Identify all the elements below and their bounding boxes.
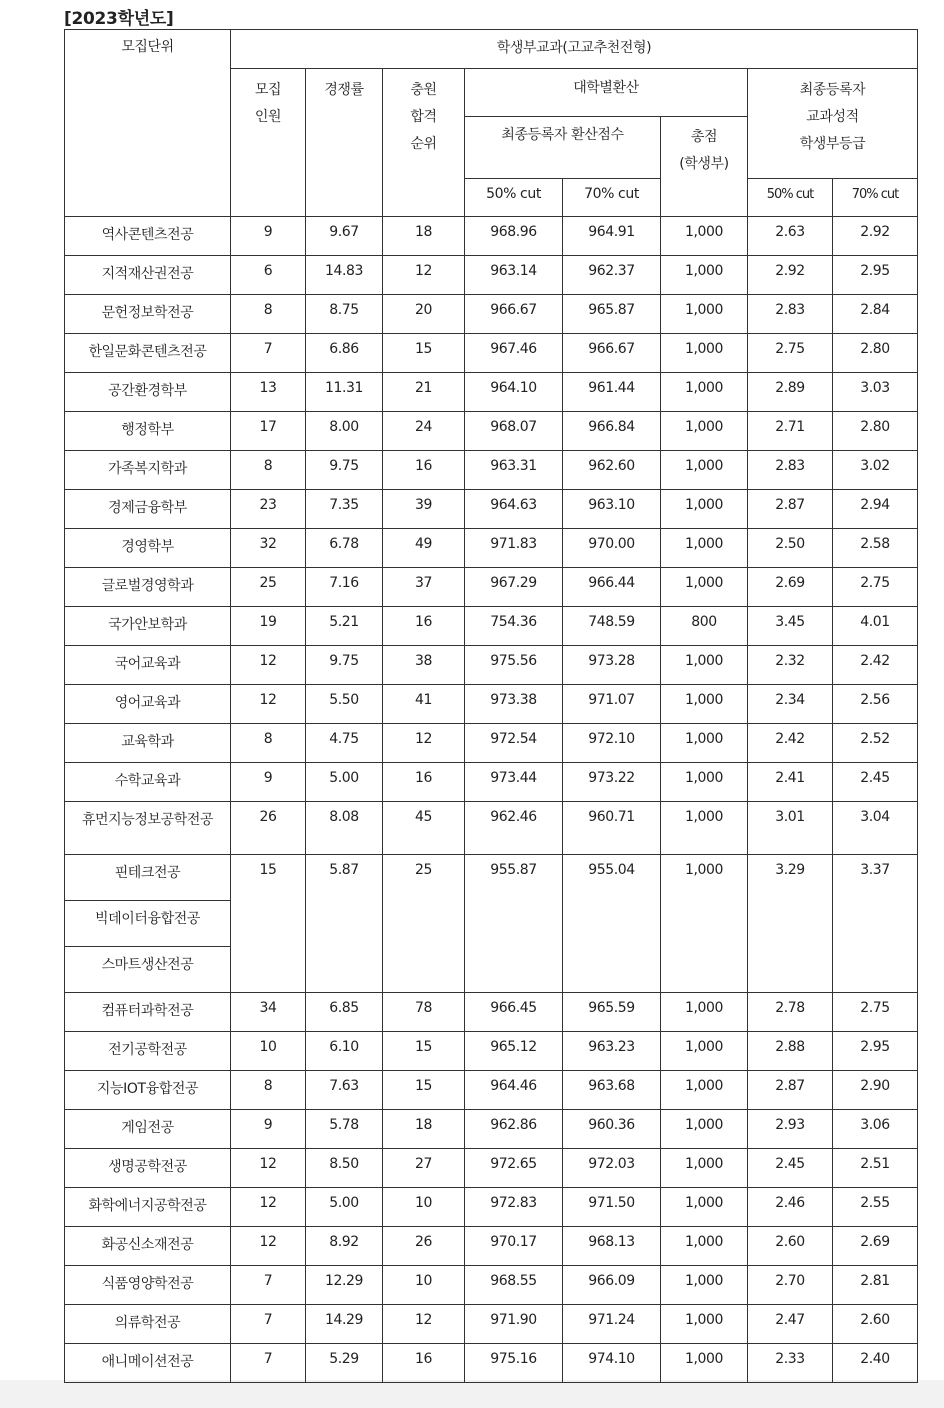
table-row (65, 256, 918, 295)
score-cut70: 968.13 (563, 1227, 661, 1266)
competition-ratio: 6.10 (306, 1032, 383, 1071)
major-name: 국어교육과 (65, 646, 231, 685)
table-row (65, 993, 918, 1032)
competition-ratio: 12.29 (306, 1266, 383, 1305)
total-score: 1,000 (661, 1188, 748, 1227)
score-cut70: 960.36 (563, 1110, 661, 1149)
score-cut50: 970.17 (465, 1227, 563, 1266)
total-score: 1,000 (661, 763, 748, 802)
header-grade-cut70: 70% cut (833, 179, 918, 217)
score-cut70: 963.68 (563, 1071, 661, 1110)
waitlist-rank: 20 (383, 295, 465, 334)
grade-cut70: 2.58 (833, 529, 918, 568)
header-ratio: 경쟁률 (306, 69, 383, 217)
major-name: 역사콘텐츠전공 (65, 217, 231, 256)
total-score: 1,000 (661, 855, 748, 993)
major-name: 한일문화콘텐츠전공 (65, 334, 231, 373)
header-group: 학생부교과(고교추천전형) (231, 30, 918, 69)
grade-cut70: 4.01 (833, 607, 918, 646)
grade-cut50: 2.42 (748, 724, 833, 763)
score-cut50: 967.29 (465, 568, 563, 607)
total-score: 1,000 (661, 568, 748, 607)
competition-ratio: 7.16 (306, 568, 383, 607)
major-name: 공간환경학부 (65, 373, 231, 412)
score-cut50: 973.38 (465, 685, 563, 724)
major-name: 의류학전공 (65, 1305, 231, 1344)
quota: 8 (231, 295, 306, 334)
total-score: 1,000 (661, 295, 748, 334)
grade-cut70: 2.75 (833, 993, 918, 1032)
grade-cut70: 2.80 (833, 334, 918, 373)
score-cut70: 971.24 (563, 1305, 661, 1344)
total-score: 1,000 (661, 1227, 748, 1266)
score-cut50: 964.63 (465, 490, 563, 529)
header-rank: 충원 합격 순위 (383, 69, 465, 217)
quota: 8 (231, 724, 306, 763)
score-cut70: 963.10 (563, 490, 661, 529)
score-cut70: 970.00 (563, 529, 661, 568)
grade-cut50: 2.63 (748, 217, 833, 256)
grade-cut50: 2.83 (748, 295, 833, 334)
quota: 19 (231, 607, 306, 646)
competition-ratio: 4.75 (306, 724, 383, 763)
score-cut70: 966.67 (563, 334, 661, 373)
grade-cut70: 2.40 (833, 1344, 918, 1383)
header-unit: 모집단위 (65, 30, 231, 217)
quota: 7 (231, 1344, 306, 1383)
total-score: 1,000 (661, 1149, 748, 1188)
grade-cut70: 2.45 (833, 763, 918, 802)
table-row (65, 451, 918, 490)
score-cut70: 960.71 (563, 802, 661, 855)
table-row (65, 490, 918, 529)
quota: 7 (231, 1266, 306, 1305)
grade-cut70: 3.02 (833, 451, 918, 490)
score-cut50: 975.56 (465, 646, 563, 685)
major-name: 게임전공 (65, 1110, 231, 1149)
score-cut70: 972.10 (563, 724, 661, 763)
grade-cut70: 2.42 (833, 646, 918, 685)
grade-cut50: 2.87 (748, 490, 833, 529)
grade-cut70: 2.60 (833, 1305, 918, 1344)
score-cut50: 972.65 (465, 1149, 563, 1188)
grade-cut70: 2.81 (833, 1266, 918, 1305)
waitlist-rank: 38 (383, 646, 465, 685)
total-score: 1,000 (661, 724, 748, 763)
grade-cut50: 2.87 (748, 1071, 833, 1110)
quota: 12 (231, 1188, 306, 1227)
waitlist-rank: 41 (383, 685, 465, 724)
total-score: 1,000 (661, 412, 748, 451)
major-name: 생명공학전공 (65, 1149, 231, 1188)
quota: 26 (231, 802, 306, 855)
score-cut50: 955.87 (465, 855, 563, 993)
competition-ratio: 5.21 (306, 607, 383, 646)
score-cut70: 971.07 (563, 685, 661, 724)
quota: 8 (231, 1071, 306, 1110)
score-cut50: 754.36 (465, 607, 563, 646)
major-name: 휴먼지능정보공학전공 (65, 802, 231, 855)
waitlist-rank: 37 (383, 568, 465, 607)
score-cut70: 971.50 (563, 1188, 661, 1227)
table-row (65, 1344, 918, 1383)
table-row (65, 1032, 918, 1071)
table-row (65, 763, 918, 802)
major-name: 애니메이션전공 (65, 1344, 231, 1383)
competition-ratio: 14.29 (306, 1305, 383, 1344)
quota: 8 (231, 451, 306, 490)
major-name: 빅데이터융합전공 (65, 901, 231, 947)
major-name: 교육학과 (65, 724, 231, 763)
grade-cut50: 2.71 (748, 412, 833, 451)
admission-results-table (64, 29, 918, 1383)
total-score: 1,000 (661, 1305, 748, 1344)
total-score: 1,000 (661, 217, 748, 256)
competition-ratio: 7.35 (306, 490, 383, 529)
grade-cut70: 2.90 (833, 1071, 918, 1110)
grade-cut70: 2.95 (833, 256, 918, 295)
grade-cut70: 2.95 (833, 1032, 918, 1071)
major-name: 경영학부 (65, 529, 231, 568)
grade-cut50: 2.41 (748, 763, 833, 802)
competition-ratio: 5.00 (306, 763, 383, 802)
score-cut70: 963.23 (563, 1032, 661, 1071)
waitlist-rank: 26 (383, 1227, 465, 1266)
quota: 23 (231, 490, 306, 529)
grade-cut70: 2.80 (833, 412, 918, 451)
total-score: 1,000 (661, 993, 748, 1032)
grade-cut70: 2.69 (833, 1227, 918, 1266)
header-cut70: 70% cut (563, 179, 661, 217)
score-cut70: 974.10 (563, 1344, 661, 1383)
score-cut70: 973.22 (563, 763, 661, 802)
score-cut50: 963.31 (465, 451, 563, 490)
waitlist-rank: 16 (383, 1344, 465, 1383)
score-cut70: 748.59 (563, 607, 661, 646)
score-cut50: 975.16 (465, 1344, 563, 1383)
major-name: 경제금융학부 (65, 490, 231, 529)
competition-ratio: 5.50 (306, 685, 383, 724)
waitlist-rank: 12 (383, 256, 465, 295)
header-grade: 최종등록자 교과성적 학생부등급 (748, 69, 918, 179)
score-cut50: 968.07 (465, 412, 563, 451)
table-row (65, 1227, 918, 1266)
competition-ratio: 6.85 (306, 993, 383, 1032)
competition-ratio: 14.83 (306, 256, 383, 295)
competition-ratio: 5.00 (306, 1188, 383, 1227)
competition-ratio: 5.78 (306, 1110, 383, 1149)
table-row (65, 1266, 918, 1305)
table-row (65, 373, 918, 412)
total-score: 1,000 (661, 1344, 748, 1383)
competition-ratio: 8.50 (306, 1149, 383, 1188)
score-cut50: 972.54 (465, 724, 563, 763)
score-cut50: 962.86 (465, 1110, 563, 1149)
table-row (65, 1149, 918, 1188)
score-cut50: 966.67 (465, 295, 563, 334)
table-row (65, 1188, 918, 1227)
waitlist-rank: 25 (383, 855, 465, 993)
score-cut50: 965.12 (465, 1032, 563, 1071)
score-cut70: 965.59 (563, 993, 661, 1032)
grade-cut50: 2.69 (748, 568, 833, 607)
grade-cut50: 2.93 (748, 1110, 833, 1149)
major-name: 영어교육과 (65, 685, 231, 724)
competition-ratio: 6.78 (306, 529, 383, 568)
major-name: 가족복지학과 (65, 451, 231, 490)
waitlist-rank: 16 (383, 607, 465, 646)
major-name: 행정학부 (65, 412, 231, 451)
competition-ratio: 5.29 (306, 1344, 383, 1383)
score-cut50: 971.83 (465, 529, 563, 568)
waitlist-rank: 15 (383, 1071, 465, 1110)
grade-cut50: 2.34 (748, 685, 833, 724)
waitlist-rank: 12 (383, 1305, 465, 1344)
competition-ratio: 6.86 (306, 334, 383, 373)
quota: 7 (231, 334, 306, 373)
header-grade-cut50: 50% cut (748, 179, 833, 217)
score-cut70: 964.91 (563, 217, 661, 256)
waitlist-rank: 16 (383, 451, 465, 490)
grade-cut50: 2.60 (748, 1227, 833, 1266)
waitlist-rank: 49 (383, 529, 465, 568)
waitlist-rank: 21 (383, 373, 465, 412)
score-cut70: 966.84 (563, 412, 661, 451)
major-name: 컴퓨터과학전공 (65, 993, 231, 1032)
grade-cut70: 3.03 (833, 373, 918, 412)
quota: 9 (231, 217, 306, 256)
total-score: 1,000 (661, 529, 748, 568)
table-row (65, 217, 918, 256)
table-row (65, 607, 918, 646)
grade-cut70: 3.04 (833, 802, 918, 855)
grade-cut70: 3.37 (833, 855, 918, 993)
grade-cut70: 2.55 (833, 1188, 918, 1227)
header-conversion: 대학별환산 (465, 69, 748, 117)
score-cut70: 966.09 (563, 1266, 661, 1305)
grade-cut50: 3.45 (748, 607, 833, 646)
grade-cut50: 2.92 (748, 256, 833, 295)
score-cut70: 973.28 (563, 646, 661, 685)
waitlist-rank: 27 (383, 1149, 465, 1188)
table-row (65, 1110, 918, 1149)
grade-cut50: 3.29 (748, 855, 833, 993)
major-name: 전기공학전공 (65, 1032, 231, 1071)
total-score: 1,000 (661, 1032, 748, 1071)
waitlist-rank: 39 (383, 490, 465, 529)
score-cut70: 955.04 (563, 855, 661, 993)
quota: 12 (231, 646, 306, 685)
table-row (65, 334, 918, 373)
table-row (65, 724, 918, 763)
score-cut70: 962.60 (563, 451, 661, 490)
total-score: 1,000 (661, 1266, 748, 1305)
quota: 10 (231, 1032, 306, 1071)
header-total: 총점 (학생부) (661, 117, 748, 217)
score-cut70: 962.37 (563, 256, 661, 295)
grade-cut70: 3.06 (833, 1110, 918, 1149)
grade-cut50: 2.33 (748, 1344, 833, 1383)
total-score: 1,000 (661, 334, 748, 373)
total-score: 1,000 (661, 373, 748, 412)
quota: 12 (231, 1149, 306, 1188)
score-cut50: 964.46 (465, 1071, 563, 1110)
grade-cut70: 2.52 (833, 724, 918, 763)
quota: 25 (231, 568, 306, 607)
major-name: 핀테크전공 (65, 855, 231, 901)
grade-cut50: 2.89 (748, 373, 833, 412)
waitlist-rank: 15 (383, 334, 465, 373)
competition-ratio: 7.63 (306, 1071, 383, 1110)
grade-cut50: 2.32 (748, 646, 833, 685)
header-final-score: 최종등록자 환산점수 (465, 117, 661, 179)
total-score: 1,000 (661, 256, 748, 295)
waitlist-rank: 16 (383, 763, 465, 802)
quota: 34 (231, 993, 306, 1032)
table-row (65, 1305, 918, 1344)
grade-cut50: 2.75 (748, 334, 833, 373)
table-row (65, 646, 918, 685)
score-cut70: 965.87 (563, 295, 661, 334)
major-name: 식품영양학전공 (65, 1266, 231, 1305)
grade-cut70: 2.92 (833, 217, 918, 256)
quota: 32 (231, 529, 306, 568)
total-score: 1,000 (661, 451, 748, 490)
grade-cut70: 2.84 (833, 295, 918, 334)
score-cut50: 968.96 (465, 217, 563, 256)
grade-cut50: 2.46 (748, 1188, 833, 1227)
competition-ratio: 9.75 (306, 646, 383, 685)
quota: 9 (231, 763, 306, 802)
competition-ratio: 8.92 (306, 1227, 383, 1266)
quota: 17 (231, 412, 306, 451)
table-row (65, 295, 918, 334)
quota: 6 (231, 256, 306, 295)
waitlist-rank: 45 (383, 802, 465, 855)
total-score: 1,000 (661, 685, 748, 724)
major-name: 스마트생산전공 (65, 947, 231, 993)
grade-cut50: 2.88 (748, 1032, 833, 1071)
bottom-strip (0, 1380, 944, 1408)
major-name: 지능IOT융합전공 (65, 1071, 231, 1110)
table-row (65, 802, 918, 855)
waitlist-rank: 15 (383, 1032, 465, 1071)
grade-cut70: 2.56 (833, 685, 918, 724)
total-score: 1,000 (661, 646, 748, 685)
waitlist-rank: 78 (383, 993, 465, 1032)
table-row (65, 529, 918, 568)
table-row (65, 685, 918, 724)
grade-cut70: 2.94 (833, 490, 918, 529)
major-name: 국가안보학과 (65, 607, 231, 646)
grade-cut70: 2.51 (833, 1149, 918, 1188)
competition-ratio: 9.67 (306, 217, 383, 256)
major-name: 지적재산권전공 (65, 256, 231, 295)
grade-cut50: 3.01 (748, 802, 833, 855)
major-name: 수학교육과 (65, 763, 231, 802)
major-name: 문헌정보학전공 (65, 295, 231, 334)
table-row (65, 412, 918, 451)
score-cut50: 963.14 (465, 256, 563, 295)
total-score: 1,000 (661, 490, 748, 529)
total-score: 1,000 (661, 1071, 748, 1110)
competition-ratio: 8.00 (306, 412, 383, 451)
grade-cut50: 2.50 (748, 529, 833, 568)
quota: 15 (231, 855, 306, 993)
waitlist-rank: 18 (383, 217, 465, 256)
score-cut50: 964.10 (465, 373, 563, 412)
score-cut70: 966.44 (563, 568, 661, 607)
quota: 12 (231, 685, 306, 724)
score-cut50: 971.90 (465, 1305, 563, 1344)
score-cut70: 961.44 (563, 373, 661, 412)
grade-cut50: 2.45 (748, 1149, 833, 1188)
score-cut50: 966.45 (465, 993, 563, 1032)
quota: 13 (231, 373, 306, 412)
competition-ratio: 8.08 (306, 802, 383, 855)
waitlist-rank: 10 (383, 1188, 465, 1227)
competition-ratio: 5.87 (306, 855, 383, 993)
score-cut50: 967.46 (465, 334, 563, 373)
total-score: 1,000 (661, 802, 748, 855)
score-cut50: 973.44 (465, 763, 563, 802)
waitlist-rank: 10 (383, 1266, 465, 1305)
major-name: 화공신소재전공 (65, 1227, 231, 1266)
waitlist-rank: 24 (383, 412, 465, 451)
competition-ratio: 9.75 (306, 451, 383, 490)
quota: 7 (231, 1305, 306, 1344)
waitlist-rank: 18 (383, 1110, 465, 1149)
grade-cut50: 2.70 (748, 1266, 833, 1305)
table-row (65, 568, 918, 607)
major-name: 화학에너지공학전공 (65, 1188, 231, 1227)
grade-cut50: 2.83 (748, 451, 833, 490)
competition-ratio: 8.75 (306, 295, 383, 334)
page-title: [2023학년도] (64, 9, 174, 29)
grade-cut70: 2.75 (833, 568, 918, 607)
score-cut50: 962.46 (465, 802, 563, 855)
score-cut50: 968.55 (465, 1266, 563, 1305)
score-cut50: 972.83 (465, 1188, 563, 1227)
quota: 9 (231, 1110, 306, 1149)
total-score: 800 (661, 607, 748, 646)
waitlist-rank: 12 (383, 724, 465, 763)
grade-cut50: 2.47 (748, 1305, 833, 1344)
competition-ratio: 11.31 (306, 373, 383, 412)
table-row-merged (65, 855, 918, 901)
major-name: 글로벌경영학과 (65, 568, 231, 607)
total-score: 1,000 (661, 1110, 748, 1149)
table-row (65, 1071, 918, 1110)
header-quota: 모집 인원 (231, 69, 306, 217)
quota: 12 (231, 1227, 306, 1266)
header-cut50: 50% cut (465, 179, 563, 217)
grade-cut50: 2.78 (748, 993, 833, 1032)
score-cut70: 972.03 (563, 1149, 661, 1188)
